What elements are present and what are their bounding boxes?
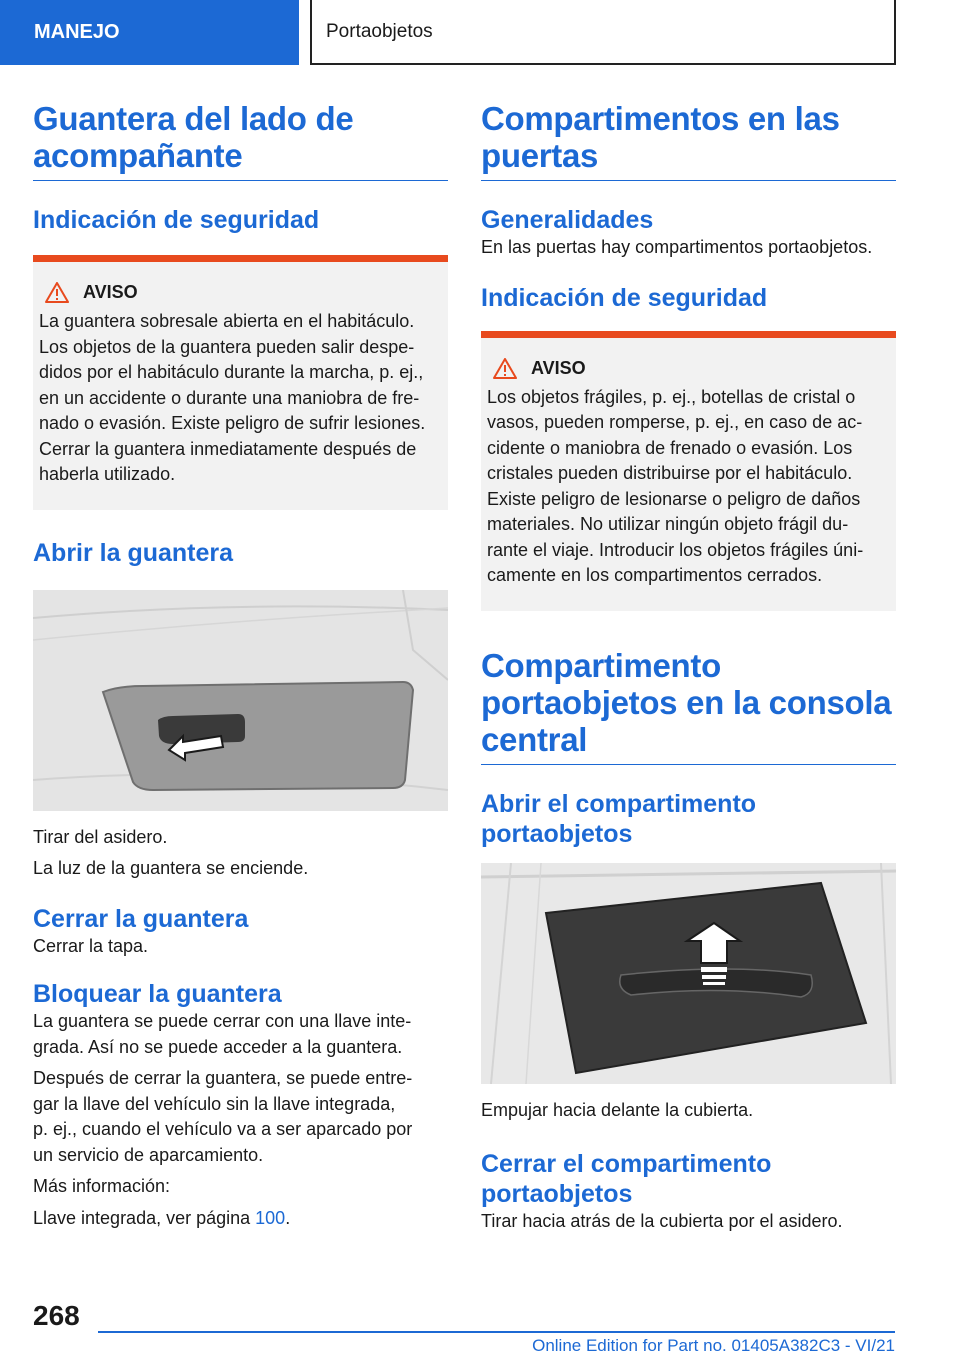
warning-line: haberla utilizado.	[39, 464, 176, 484]
page-reference: Llave integrada, ver página 100.	[33, 1207, 291, 1228]
warning-line: camente en los compartimentos cerrados.	[487, 565, 823, 585]
open-glovebox-heading: Abrir la guantera	[33, 538, 234, 567]
close-glovebox-text: Cerrar la tapa.	[33, 935, 149, 956]
warning-line: Cerrar la guantera inmediatamente después de	[39, 438, 417, 459]
lock-glovebox-heading: Bloquear la guantera	[33, 980, 282, 1008]
warning-line: rante el viaje. Introducir los objetos frágiles úni-	[487, 539, 864, 560]
warning-line: en un accidente o durante una maniobra de fre-	[39, 387, 420, 408]
glovebox-title: Guantera del lado de acompañante	[33, 100, 448, 181]
lock-text-line: La guantera se puede cerrar con una llave inte-	[33, 1011, 412, 1031]
footer-divider	[98, 1331, 895, 1333]
warning-line: didos por el habitáculo durante la marcha, p. ej.,	[39, 362, 424, 382]
left-column	[33, 100, 448, 1231]
chapter-tab	[0, 0, 299, 65]
open-compartment-heading: Abrir el compartimento portaobjetos	[481, 789, 757, 848]
close-glovebox-heading: Cerrar la guantera	[33, 904, 249, 933]
warning-line: materiales. No utilizar ningún objeto frágil du-	[487, 514, 849, 534]
warning-line: Existe peligro de lesionarse o peligro de daños	[487, 488, 861, 509]
close-compartment-text: Tirar hacia atrás de la cubierta por el asidero.	[481, 1211, 843, 1231]
topic-label: Portaobjetos	[326, 20, 433, 42]
glovebox-illustration	[33, 590, 448, 811]
warning-title: AVISO	[83, 282, 138, 302]
general-text: En las puertas hay compartimentos portaobjetos.	[481, 237, 873, 257]
open-compartment-text: Empujar hacia delante la cubierta.	[481, 1099, 754, 1120]
lock-text-line: grada. Así no se puede acceder a la guantera.	[33, 1036, 403, 1057]
chapter-label: MANEJO	[34, 21, 120, 43]
general-heading: Generalidades	[481, 206, 654, 234]
console-illustration	[481, 863, 896, 1084]
right-column	[481, 100, 896, 1235]
page-number: 268	[33, 1300, 80, 1331]
close-compartment-heading: Cerrar el compartimento portaobjetos	[481, 1150, 772, 1208]
open-step-1: Tirar del asidero.	[33, 826, 168, 847]
warning-triangle-icon	[493, 358, 517, 379]
warning-line: vasos, pueden romperse, p. ej., en caso de ac-	[487, 412, 863, 432]
warning-line: cristales pueden distribuirse por el habitáculo.	[487, 463, 853, 483]
center-console-title: Compartimento portaobjetos en la consola central	[481, 647, 896, 765]
topic-header	[310, 0, 896, 65]
warning-box-left	[33, 255, 448, 510]
safety-heading-left: Indicación de seguridad	[33, 206, 320, 234]
warning-line: Los objetos de la guantera pueden salir despe-	[39, 336, 415, 357]
more-info-label: Más información:	[33, 1176, 171, 1196]
warning-line: nado o evasión. Existe peligro de sufrir lesiones.	[39, 413, 426, 433]
warning-title: AVISO	[531, 357, 586, 378]
page-link[interactable]: 100	[255, 1207, 286, 1228]
lock-text-line: p. ej., cuando el vehículo va a ser aparcado por	[33, 1119, 413, 1139]
edition-footer: Online Edition for Part no. 01405A382C3 - VI/21	[532, 1336, 895, 1355]
lock-text-line: un servicio de aparcamiento.	[33, 1144, 264, 1165]
warning-line: cidente o maniobra de frenado o evasión. Los	[487, 437, 853, 458]
lock-text-line: gar la llave del vehículo sin la llave integrada,	[33, 1093, 396, 1114]
door-compartments-title: Compartimentos en las puertas	[481, 100, 896, 181]
warning-line: La guantera sobresale abierta en el habitáculo.	[39, 311, 415, 331]
lock-text-line: Después de cerrar la guantera, se puede entre-	[33, 1068, 413, 1088]
open-step-2: La luz de la guantera se enciende.	[33, 858, 309, 878]
warning-line: Los objetos frágiles, p. ej., botellas de cristal o	[487, 386, 856, 407]
warning-box-right	[481, 331, 896, 611]
safety-heading-right: Indicación de seguridad	[481, 283, 768, 312]
reference-text: Llave integrada, ver página	[33, 1207, 256, 1228]
warning-triangle-icon	[45, 282, 69, 303]
